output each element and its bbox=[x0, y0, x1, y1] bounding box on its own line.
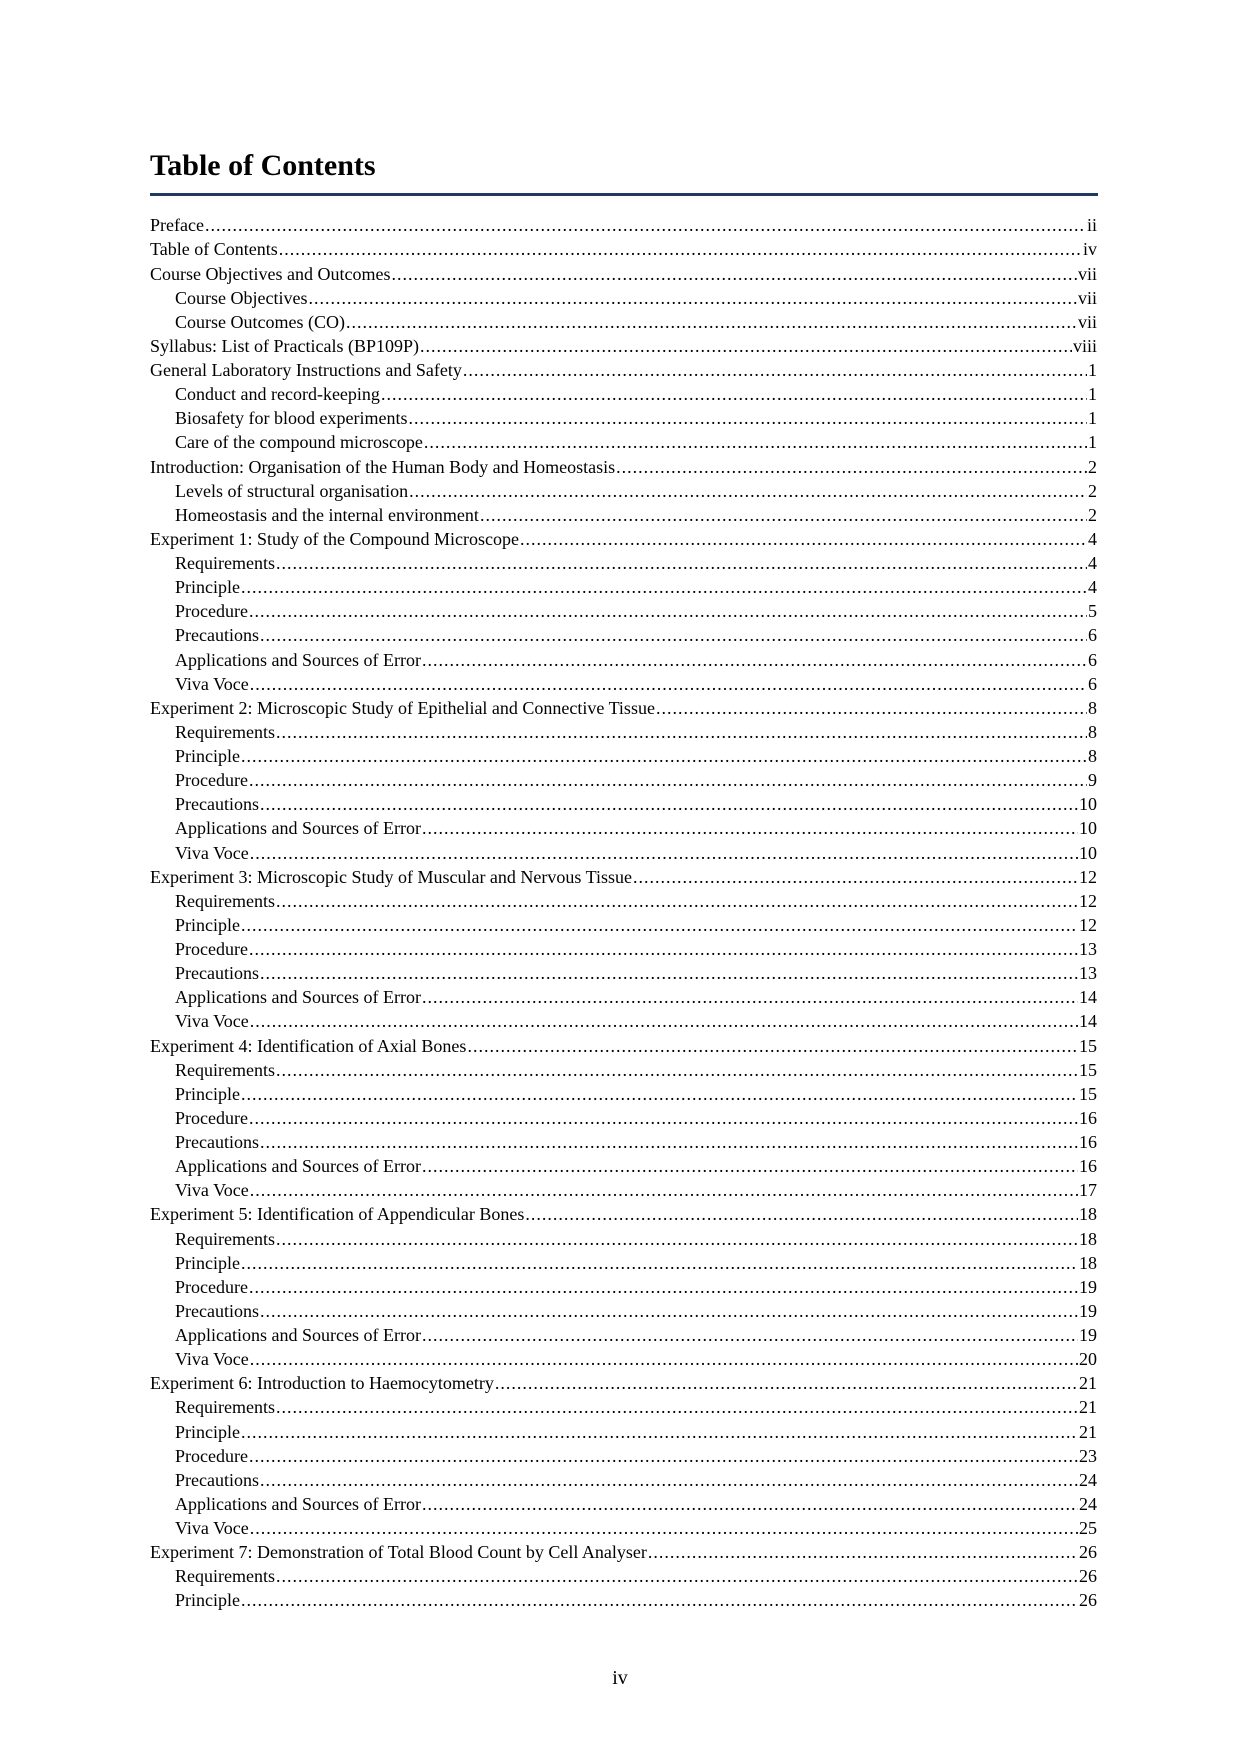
toc-entry[interactable] bbox=[150, 1467, 1097, 1491]
toc-dot-leader bbox=[241, 916, 1078, 936]
toc-dot-leader bbox=[260, 1471, 1078, 1491]
toc-entry-page: 2 bbox=[1088, 504, 1097, 525]
toc-entry[interactable] bbox=[150, 670, 1097, 694]
toc-entry[interactable] bbox=[150, 1129, 1097, 1153]
toc-entry-page: 16 bbox=[1079, 1132, 1097, 1153]
toc-entry-page: 15 bbox=[1079, 1059, 1097, 1080]
toc-entry-page: 14 bbox=[1079, 987, 1097, 1008]
toc-entry-label: Procedure bbox=[175, 1276, 248, 1297]
toc-dot-leader bbox=[250, 1181, 1078, 1201]
toc-entry-page: 17 bbox=[1079, 1180, 1097, 1201]
toc-entry-page: 19 bbox=[1079, 1276, 1097, 1297]
toc-entry-page: 16 bbox=[1079, 1156, 1097, 1177]
toc-entry-label: Procedure bbox=[175, 601, 248, 622]
toc-entry-label: Principle bbox=[175, 577, 240, 598]
toc-entry[interactable] bbox=[150, 1394, 1097, 1418]
toc-entry[interactable] bbox=[150, 1515, 1097, 1539]
toc-entry[interactable] bbox=[150, 212, 1097, 236]
toc-dot-leader bbox=[495, 1374, 1078, 1394]
toc-entry-label: Precautions bbox=[175, 963, 259, 984]
toc-dot-leader bbox=[409, 482, 1087, 502]
toc-entry-label: Viva Voce bbox=[175, 842, 249, 863]
toc-entry-label: Precautions bbox=[175, 1300, 259, 1321]
toc-entry-label: Procedure bbox=[175, 770, 248, 791]
toc-entry[interactable] bbox=[150, 405, 1097, 429]
toc-dot-leader bbox=[205, 216, 1086, 236]
toc-entry-page: 19 bbox=[1079, 1325, 1097, 1346]
toc-dot-leader bbox=[241, 578, 1087, 598]
toc-entry-label: Requirements bbox=[175, 721, 275, 742]
toc-dot-leader bbox=[241, 1423, 1078, 1443]
toc-entry-label: Precautions bbox=[175, 1469, 259, 1490]
page-title: Table of Contents bbox=[150, 149, 376, 182]
toc-entry-label: Introduction: Organisation of the Human Body and Homeostasis bbox=[150, 456, 616, 477]
toc-entry[interactable] bbox=[150, 1322, 1097, 1346]
toc-entry-label: Requirements bbox=[175, 1397, 275, 1418]
toc-entry-page: 8 bbox=[1088, 697, 1097, 718]
toc-entry[interactable] bbox=[150, 719, 1097, 743]
toc-entry-page: 12 bbox=[1079, 866, 1097, 887]
toc-entry-page: 15 bbox=[1079, 1035, 1097, 1056]
toc-entry[interactable] bbox=[150, 502, 1097, 526]
toc-entry-label: Procedure bbox=[175, 1107, 248, 1128]
toc-entry-page: 9 bbox=[1088, 770, 1097, 791]
toc-entry-label: Requirements bbox=[175, 890, 275, 911]
toc-dot-leader bbox=[480, 506, 1087, 526]
toc-entry-label: Viva Voce bbox=[175, 1349, 249, 1370]
toc-entry[interactable] bbox=[150, 1274, 1097, 1298]
toc-entry-page: iv bbox=[1082, 239, 1097, 260]
toc-entry-page: 23 bbox=[1079, 1445, 1097, 1466]
toc-entry-label: Viva Voce bbox=[175, 1180, 249, 1201]
toc-dot-leader bbox=[250, 1012, 1078, 1032]
toc-entry[interactable] bbox=[150, 1008, 1097, 1032]
toc-dot-leader bbox=[250, 1519, 1078, 1539]
toc-entry-label: Principle bbox=[175, 1083, 240, 1104]
toc-dot-leader bbox=[260, 964, 1078, 984]
toc-entry-label: Preface bbox=[150, 215, 204, 236]
toc-entry[interactable] bbox=[150, 477, 1097, 501]
toc-entry[interactable] bbox=[150, 1056, 1097, 1080]
toc-entry-page: 1 bbox=[1088, 360, 1097, 381]
toc-entry[interactable] bbox=[150, 1442, 1097, 1466]
toc-dot-leader bbox=[241, 1085, 1078, 1105]
toc-entry-label: Experiment 2: Microscopic Study of Epithelial and Connective Tissue bbox=[150, 697, 655, 718]
toc-dot-leader bbox=[463, 361, 1087, 381]
toc-dot-leader bbox=[241, 1591, 1078, 1611]
toc-entry-page: 13 bbox=[1079, 963, 1097, 984]
toc-entry-page: 26 bbox=[1079, 1590, 1097, 1611]
toc-dot-leader bbox=[422, 651, 1087, 671]
toc-entry-page: 6 bbox=[1088, 625, 1097, 646]
toc-entry[interactable] bbox=[150, 526, 1097, 550]
toc-entry-label: Requirements bbox=[175, 1059, 275, 1080]
toc-entry[interactable] bbox=[150, 1563, 1097, 1587]
toc-entry[interactable] bbox=[150, 260, 1097, 284]
toc-entry-label: Care of the compound microscope bbox=[175, 432, 423, 453]
toc-entry-page: 6 bbox=[1088, 673, 1097, 694]
toc-entry-page: 18 bbox=[1079, 1252, 1097, 1273]
toc-entry-page: vii bbox=[1077, 287, 1097, 308]
toc-dot-leader bbox=[520, 530, 1087, 550]
toc-entry-page: 5 bbox=[1088, 601, 1097, 622]
toc-entry[interactable] bbox=[150, 622, 1097, 646]
toc-dot-leader bbox=[422, 988, 1078, 1008]
toc-entry[interactable] bbox=[150, 1201, 1097, 1225]
toc-entry-page: 26 bbox=[1079, 1566, 1097, 1587]
toc-entry-label: Requirements bbox=[175, 553, 275, 574]
toc-dot-leader bbox=[422, 819, 1078, 839]
toc-dot-leader bbox=[241, 1254, 1078, 1274]
toc-entry-label: Experiment 7: Demonstration of Total Blood Count by Cell Analyser bbox=[150, 1542, 647, 1563]
toc-entry-page: 10 bbox=[1079, 794, 1097, 815]
toc-entry[interactable] bbox=[150, 1298, 1097, 1322]
toc-entry[interactable] bbox=[150, 1249, 1097, 1273]
toc-entry[interactable] bbox=[150, 743, 1097, 767]
toc-entry-page: 21 bbox=[1079, 1373, 1097, 1394]
toc-dot-leader bbox=[616, 458, 1087, 478]
toc-dot-leader bbox=[276, 1398, 1078, 1418]
toc-dot-leader bbox=[249, 1278, 1078, 1298]
toc-entry[interactable] bbox=[150, 1370, 1097, 1394]
toc-entry-page: 1 bbox=[1088, 408, 1097, 429]
toc-entry-page: 24 bbox=[1079, 1493, 1097, 1514]
toc-entry-label: Principle bbox=[175, 1590, 240, 1611]
toc-entry-page: 13 bbox=[1079, 939, 1097, 960]
toc-entry[interactable] bbox=[150, 550, 1097, 574]
toc-entry-page: 24 bbox=[1079, 1469, 1097, 1490]
page-number: iv bbox=[612, 1667, 628, 1689]
toc-entry-label: Applications and Sources of Error bbox=[175, 818, 421, 839]
toc-entry[interactable] bbox=[150, 1346, 1097, 1370]
toc-dot-leader bbox=[408, 409, 1087, 429]
toc-entry[interactable] bbox=[150, 357, 1097, 381]
toc-entry-page: 16 bbox=[1079, 1107, 1097, 1128]
toc-dot-leader bbox=[422, 1157, 1078, 1177]
toc-dot-leader bbox=[260, 795, 1078, 815]
toc-entry-label: Applications and Sources of Error bbox=[175, 1493, 421, 1514]
toc-entry[interactable] bbox=[150, 839, 1097, 863]
toc-entry-label: Table of Contents bbox=[150, 239, 278, 260]
toc-entry[interactable] bbox=[150, 1153, 1097, 1177]
toc-entry-label: Procedure bbox=[175, 939, 248, 960]
toc-entry[interactable] bbox=[150, 695, 1097, 719]
toc-entry-page: 4 bbox=[1088, 528, 1097, 549]
toc-dot-leader bbox=[279, 240, 1082, 260]
toc-entry[interactable] bbox=[150, 863, 1097, 887]
toc-dot-leader bbox=[276, 1061, 1078, 1081]
toc-entry-label: Biosafety for blood experiments bbox=[175, 408, 408, 429]
toc-entry-label: Course Objectives and Outcomes bbox=[150, 263, 391, 284]
toc-entry[interactable] bbox=[150, 912, 1097, 936]
toc-entry[interactable] bbox=[150, 284, 1097, 308]
toc-entry[interactable] bbox=[150, 984, 1097, 1008]
toc-entry[interactable] bbox=[150, 381, 1097, 405]
toc-entry-label: Principle bbox=[175, 914, 240, 935]
toc-entry-page: 1 bbox=[1088, 432, 1097, 453]
toc-dot-leader bbox=[249, 771, 1087, 791]
toc-entry-label: Requirements bbox=[175, 1566, 275, 1587]
toc-entry-label: Precautions bbox=[175, 1132, 259, 1153]
toc-dot-leader bbox=[422, 1495, 1078, 1515]
toc-entry-label: Experiment 4: Identification of Axial Bones bbox=[150, 1035, 467, 1056]
toc-entry-page: 4 bbox=[1088, 577, 1097, 598]
toc-entry-page: 26 bbox=[1079, 1542, 1097, 1563]
toc-entry-page: 25 bbox=[1079, 1518, 1097, 1539]
toc-entry-page: 2 bbox=[1088, 480, 1097, 501]
toc-dot-leader bbox=[276, 892, 1078, 912]
toc-entry-label: Experiment 6: Introduction to Haemocytometry bbox=[150, 1373, 494, 1394]
toc-entry-label: General Laboratory Instructions and Safety bbox=[150, 360, 462, 381]
toc-dot-leader bbox=[633, 868, 1078, 888]
toc-entry-label: Precautions bbox=[175, 625, 259, 646]
toc-entry-page: vii bbox=[1077, 263, 1097, 284]
toc-entry[interactable] bbox=[150, 767, 1097, 791]
toc-dot-leader bbox=[308, 289, 1077, 309]
toc-entry[interactable] bbox=[150, 598, 1097, 622]
toc-dot-leader bbox=[250, 675, 1087, 695]
toc-entry-page: 6 bbox=[1088, 649, 1097, 670]
toc-entry-page: 21 bbox=[1079, 1421, 1097, 1442]
toc-entry[interactable] bbox=[150, 1539, 1097, 1563]
toc-entry-label: Course Objectives bbox=[175, 287, 308, 308]
toc-entry-label: Experiment 1: Study of the Compound Microscope bbox=[150, 528, 519, 549]
toc-dot-leader bbox=[260, 626, 1087, 646]
toc-entry-page: 14 bbox=[1079, 1011, 1097, 1032]
toc-entry-page: 2 bbox=[1088, 456, 1097, 477]
toc-entry[interactable] bbox=[150, 1418, 1097, 1442]
toc-dot-leader bbox=[249, 1109, 1078, 1129]
toc-entry-page: 10 bbox=[1079, 842, 1097, 863]
toc-entry[interactable] bbox=[150, 815, 1097, 839]
toc-entry[interactable] bbox=[150, 1081, 1097, 1105]
toc-dot-leader bbox=[249, 940, 1078, 960]
toc-entry[interactable] bbox=[150, 888, 1097, 912]
toc-dot-leader bbox=[346, 313, 1077, 333]
toc-entry[interactable] bbox=[150, 791, 1097, 815]
toc-entry-label: Experiment 3: Microscopic Study of Muscular and Nervous Tissue bbox=[150, 866, 632, 887]
toc-entry-label: Syllabus: List of Practicals (BP109P) bbox=[150, 335, 419, 356]
toc-entry-label: Applications and Sources of Error bbox=[175, 987, 421, 1008]
toc-dot-leader bbox=[276, 723, 1087, 743]
toc-dot-leader bbox=[249, 602, 1087, 622]
toc-entry[interactable] bbox=[150, 1587, 1097, 1611]
toc-entry-label: Conduct and record-keeping bbox=[175, 384, 380, 405]
toc-entry[interactable] bbox=[150, 1105, 1097, 1129]
toc-dot-leader bbox=[241, 747, 1087, 767]
toc-entry-label: Procedure bbox=[175, 1445, 248, 1466]
toc-entry[interactable] bbox=[150, 936, 1097, 960]
toc-entry-page: 8 bbox=[1088, 746, 1097, 767]
toc-entry[interactable] bbox=[150, 333, 1097, 357]
toc-entry-label: Requirements bbox=[175, 1228, 275, 1249]
toc-entry[interactable] bbox=[150, 236, 1097, 260]
title-rule bbox=[150, 193, 1098, 196]
toc-dot-leader bbox=[260, 1302, 1078, 1322]
toc-entry[interactable] bbox=[150, 960, 1097, 984]
toc-entry-page: 21 bbox=[1079, 1397, 1097, 1418]
toc-dot-leader bbox=[391, 265, 1077, 285]
toc-entry-page: ii bbox=[1086, 215, 1097, 236]
toc-entry-label: Principle bbox=[175, 1252, 240, 1273]
toc-entry-label: Applications and Sources of Error bbox=[175, 1156, 421, 1177]
toc-entry-label: Viva Voce bbox=[175, 1518, 249, 1539]
toc-dot-leader bbox=[260, 1133, 1078, 1153]
toc-dot-leader bbox=[276, 1230, 1078, 1250]
toc-entry-page: 15 bbox=[1079, 1083, 1097, 1104]
toc-entry[interactable] bbox=[150, 1177, 1097, 1201]
toc-entry-page: 12 bbox=[1079, 914, 1097, 935]
toc-entry[interactable] bbox=[150, 309, 1097, 333]
toc-dot-leader bbox=[420, 337, 1072, 357]
toc-entry-label: Viva Voce bbox=[175, 1011, 249, 1032]
toc-dot-leader bbox=[250, 1350, 1078, 1370]
toc-entry[interactable] bbox=[150, 453, 1097, 477]
toc-entry-label: Applications and Sources of Error bbox=[175, 649, 421, 670]
toc-entry-page: vii bbox=[1077, 311, 1097, 332]
toc-entry[interactable] bbox=[150, 1032, 1097, 1056]
toc-entry-label: Experiment 5: Identification of Appendicular Bones bbox=[150, 1204, 525, 1225]
toc-entry-page: 20 bbox=[1079, 1349, 1097, 1370]
toc-entry-label: Applications and Sources of Error bbox=[175, 1325, 421, 1346]
toc-dot-leader bbox=[276, 554, 1087, 574]
toc-entry-label: Viva Voce bbox=[175, 673, 249, 694]
toc-entry-page: 18 bbox=[1079, 1228, 1097, 1249]
toc-entry-page: 4 bbox=[1088, 553, 1097, 574]
toc-dot-leader bbox=[381, 385, 1087, 405]
toc-dot-leader bbox=[525, 1205, 1078, 1225]
toc-dot-leader bbox=[249, 1447, 1078, 1467]
toc-entry[interactable] bbox=[150, 429, 1097, 453]
toc-entry-page: 1 bbox=[1088, 384, 1097, 405]
toc-entry-page: viii bbox=[1072, 335, 1097, 356]
toc-entry-label: Principle bbox=[175, 746, 240, 767]
toc-list bbox=[150, 212, 1097, 1611]
toc-entry-label: Precautions bbox=[175, 794, 259, 815]
toc-dot-leader bbox=[648, 1543, 1078, 1563]
toc-entry-label: Principle bbox=[175, 1421, 240, 1442]
toc-entry-page: 10 bbox=[1079, 818, 1097, 839]
toc-dot-leader bbox=[467, 1037, 1078, 1057]
toc-entry-label: Course Outcomes (CO) bbox=[175, 311, 345, 332]
toc-dot-leader bbox=[656, 699, 1087, 719]
toc-entry[interactable] bbox=[150, 646, 1097, 670]
toc-entry-page: 12 bbox=[1079, 890, 1097, 911]
toc-entry[interactable] bbox=[150, 1491, 1097, 1515]
toc-entry-label: Homeostasis and the internal environment bbox=[175, 504, 479, 525]
toc-dot-leader bbox=[276, 1567, 1078, 1587]
toc-entry-label: Levels of structural organisation bbox=[175, 480, 409, 501]
toc-entry-page: 19 bbox=[1079, 1300, 1097, 1321]
toc-entry-page: 18 bbox=[1079, 1204, 1097, 1225]
toc-dot-leader bbox=[422, 1326, 1078, 1346]
toc-entry[interactable] bbox=[150, 574, 1097, 598]
toc-dot-leader bbox=[250, 844, 1078, 864]
toc-dot-leader bbox=[424, 433, 1087, 453]
toc-entry-page: 8 bbox=[1088, 721, 1097, 742]
toc-entry[interactable] bbox=[150, 1225, 1097, 1249]
